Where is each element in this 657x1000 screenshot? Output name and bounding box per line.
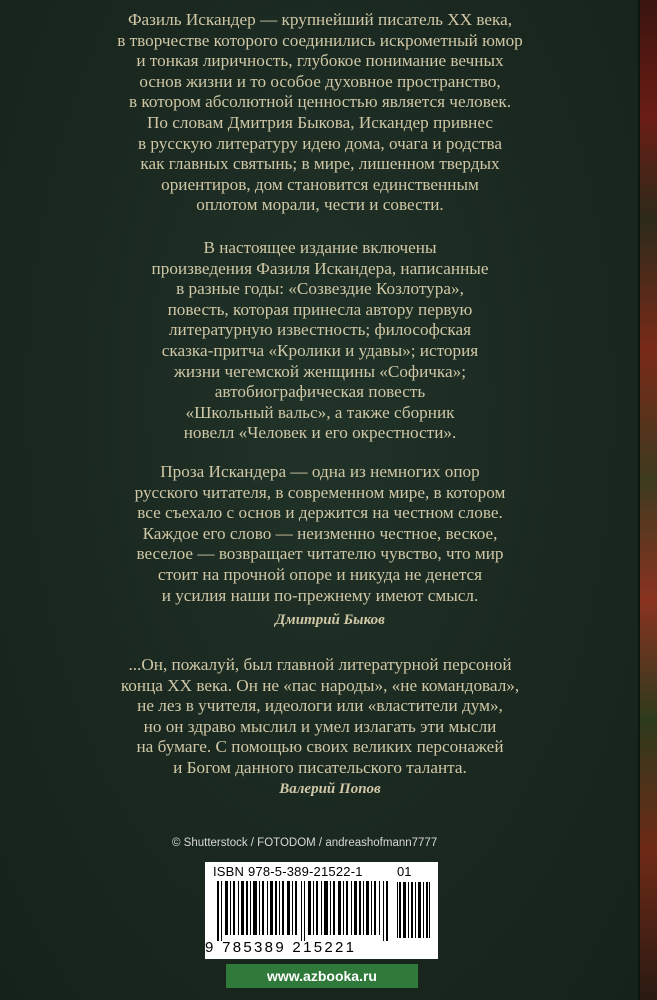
text-line: в творчестве которого соединились искрометный юмор: [117, 30, 523, 50]
text-line: Проза Искандера — одна из немногих опор: [160, 462, 480, 481]
text-line: По словам Дмитрия Быкова, Искандер привнес: [146, 112, 494, 132]
text-line: не лез в учителя, идеологи или «властители дум»,: [137, 696, 503, 716]
text-line: Фазиль Искандер — крупнейший писатель XX века,: [127, 10, 513, 29]
text-line: русского читателя, в современном мире, в котором: [134, 482, 506, 502]
quote-popov: [60, 655, 580, 779]
text-line: сказка-притча «Кролики и удавы»; история: [161, 340, 479, 360]
text-line: ориентиров, дом становится единственным: [161, 174, 479, 194]
text-line: и усилия наши по-прежнему имеют смысл.: [161, 585, 479, 605]
text-line: и тонкая лиричность, глубокое понимание вечных: [136, 51, 504, 71]
barcode-addon-bars: [397, 882, 431, 938]
text-line: повесть, которая принесла автору первую: [167, 299, 473, 319]
text-line: новелл «Человек и его окрестности».: [183, 423, 457, 443]
quote-author-bykov: Дмитрий Быков: [275, 612, 385, 628]
text-line: основ жизни и то особое духовное пространство,: [139, 71, 501, 91]
text-line: как главных святынь; в мире, лишенном твердых: [140, 154, 500, 174]
barcode: [205, 862, 438, 959]
text-line: оплотом морали, чести и совести.: [196, 195, 444, 215]
text-line: и Богом данного писательского таланта.: [173, 757, 467, 777]
text-line: В настоящее издание включены: [203, 238, 437, 257]
quote-author-popov: Валерий Попов: [279, 781, 381, 797]
text-line: произведения Фазиля Искандера, написанные: [151, 258, 489, 278]
text-line: Каждое его слово — неизменно честное, веское,: [142, 523, 498, 543]
text-line: «Школьный вальс», а также сборник: [185, 402, 455, 422]
text-line: в разные годы: «Созвездие Козлотура»,: [176, 279, 464, 299]
barcode-bars: [217, 881, 389, 941]
text-line: в котором абсолютной ценностью является человек.: [128, 92, 512, 112]
text-line: ...Он, пожалуй, был главной литературной персоной: [128, 655, 512, 674]
text-line: на бумаге. С помощью своих великих персонажей: [136, 737, 504, 757]
quote-bykov: [60, 462, 580, 606]
barcode-addon-number: 01: [397, 864, 412, 879]
text-line: автобиографическая повесть: [214, 382, 426, 402]
text-line: литературную известность; философская: [168, 320, 472, 340]
text-line: но он здраво мыслил и умел излагать эти мысли: [143, 716, 497, 736]
text-line: конца XX века. Он не «пас народы», «не командовал»,: [120, 675, 520, 695]
barcode-digits: 9 785389 215221: [205, 939, 357, 956]
text-line: все съехало с основ и держится на честном слове.: [137, 503, 503, 523]
spine-edge-artwork: [640, 0, 657, 1000]
text-line: жизни чегемской женщины «Софичка»;: [173, 361, 467, 381]
text-line: веселое — возвращает читателю чувство, что мир: [136, 544, 504, 564]
publisher-website[interactable]: www.azbooka.ru: [226, 964, 418, 988]
paragraph-intro: [60, 10, 580, 216]
text-line: стоит на прочной опоре и никуда не денется: [157, 564, 483, 584]
text-line: в русскую литературу идею дома, очага и родства: [138, 133, 502, 153]
isbn-number: ISBN 978-5-389-21522-1: [213, 864, 363, 879]
paragraph-contents: [60, 238, 580, 444]
photo-credit: © Shutterstock / FOTODOM / andreashofmann7777: [172, 837, 438, 849]
